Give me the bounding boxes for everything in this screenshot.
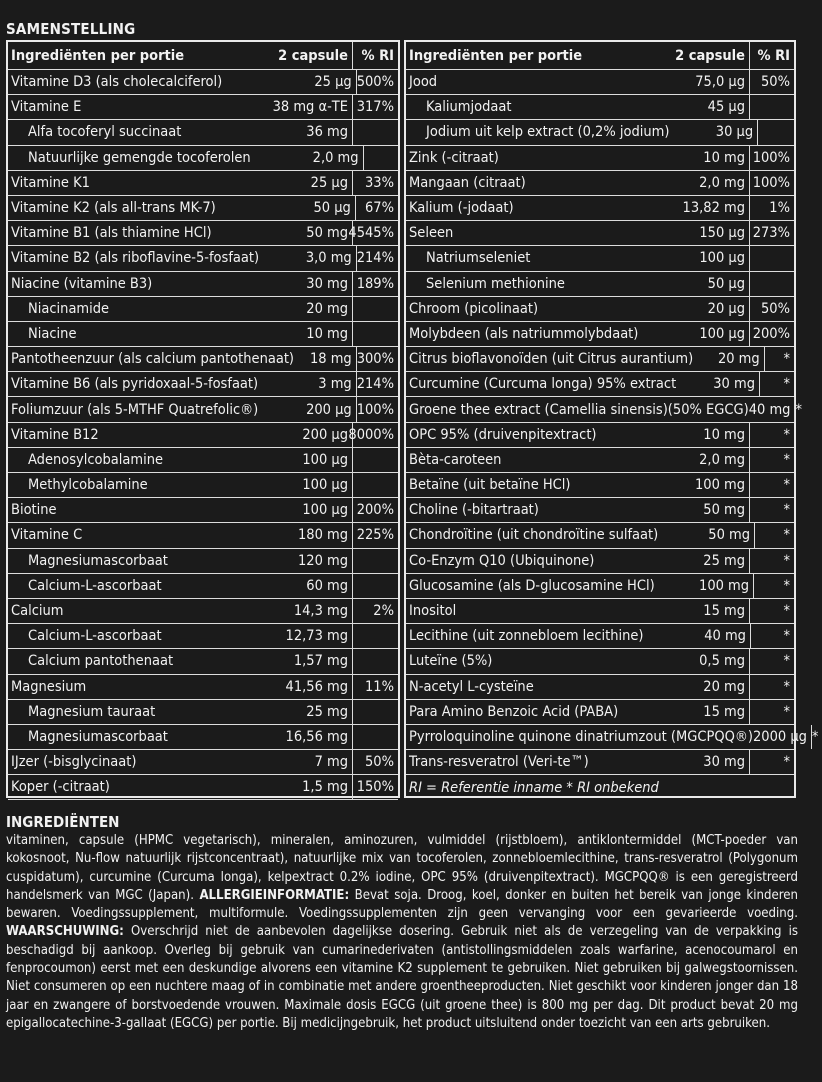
ingredient-name: Methylcobalamine xyxy=(28,477,148,494)
table-row xyxy=(406,347,794,372)
header-name: Ingrediënten per portie xyxy=(11,47,185,64)
ingredient-amount: 45 µg xyxy=(640,95,750,119)
ingredient-amount: 10 mg xyxy=(203,322,353,346)
ingredient-name: Vitamine B12 xyxy=(11,426,99,443)
ingredient-ri: * xyxy=(783,426,790,443)
ingredient-amount: 20 mg xyxy=(693,347,765,371)
ingredient-ri xyxy=(353,574,398,598)
table-row xyxy=(406,272,794,297)
ingredient-amount: 50 mg xyxy=(212,221,353,245)
ingredients-text: vitaminen, capsule (HPMC vegetarisch), mineralen, aminozuren, vulmiddel (rijstbloem), antiklontermiddel (MCT-poeder van kokosnoot, Nu-flow natuurlijk rijstconcentraat), natuurlijke mix van tocoferolen, zonnebloemlecithine, trans-resveratrol (Polygonum cuspidatum), curcumine (Curcuma longa), kelpextract 0.2% iodine, OPC 95% (druivenpitextract). MGCPQQ® is een geregistreerd handelsmerk van MGC (Japan). xyxy=(6,833,798,903)
ingredient-name: Lecithine (uit zonnebloem lecithine) xyxy=(409,628,644,645)
ingredient-amount: 10 mg xyxy=(640,146,750,170)
ingredients-heading: INGREDIËNTEN xyxy=(6,813,120,831)
ingredient-amount: 38 mg α-TE xyxy=(203,95,353,119)
ingredient-ri: 33% xyxy=(365,174,394,191)
ingredient-amount: 60 mg xyxy=(203,574,353,598)
table-row xyxy=(8,523,398,548)
ingredient-name: Adenosylcobalamine xyxy=(28,451,164,468)
ingredient-ri: 4545% xyxy=(348,225,394,242)
table-row xyxy=(406,297,794,322)
ingredient-name: Vitamine C xyxy=(11,527,83,544)
table-row xyxy=(8,322,398,347)
left-nutrition-table xyxy=(6,40,400,798)
ingredient-ri xyxy=(353,322,398,346)
ingredient-ri: 214% xyxy=(356,376,394,393)
ingredient-ri xyxy=(353,725,398,749)
table-row xyxy=(406,624,794,649)
ingredient-ri xyxy=(750,95,794,119)
table-row xyxy=(8,120,398,145)
ingredient-amount: 36 mg xyxy=(203,120,353,144)
ingredient-ri xyxy=(353,297,398,321)
ingredient-amount: 1,57 mg xyxy=(203,649,353,673)
ingredient-ri: 100% xyxy=(752,174,790,191)
ingredient-amount: 30 mg xyxy=(676,372,760,396)
ingredient-name: Natuurlijke gemengde tocoferolen xyxy=(28,149,251,166)
ingredient-name: Foliumzuur (als 5-MTHF Quatrefolic®) xyxy=(11,401,259,418)
ingredient-ri: * xyxy=(783,703,790,720)
ingredient-amount: 14,3 mg xyxy=(203,599,353,623)
ingredient-amount: 30 mg xyxy=(203,272,353,296)
ingredient-amount: 10 mg xyxy=(640,423,750,447)
ingredient-amount: 20 µg xyxy=(640,297,750,321)
table-row xyxy=(406,574,794,599)
table-row xyxy=(406,70,794,95)
ingredient-ri xyxy=(750,246,794,270)
table-row xyxy=(8,750,398,775)
ingredient-ri: * xyxy=(783,376,790,393)
ingredient-name: Inositol xyxy=(409,603,457,620)
ingredient-amount: 25 mg xyxy=(640,549,750,573)
ingredient-ri: 225% xyxy=(356,527,394,544)
ingredient-amount: 2,0 mg xyxy=(640,171,750,195)
ingredient-ri: 317% xyxy=(356,99,394,116)
ingredient-ri: * xyxy=(783,451,790,468)
ingredient-name: Luteïne (5%) xyxy=(409,653,493,670)
ingredient-ri: 67% xyxy=(365,200,394,217)
ingredient-name: Vitamine E xyxy=(11,99,82,116)
ingredient-ri: 300% xyxy=(356,351,394,368)
ingredient-ri: 150% xyxy=(356,779,394,796)
ingredient-amount: 100 µg xyxy=(203,448,353,472)
table-row xyxy=(406,649,794,674)
ingredient-amount: 0,5 mg xyxy=(640,649,750,673)
ingredient-name: Vitamine K2 (als all-trans MK-7) xyxy=(11,200,216,217)
table-row xyxy=(8,95,398,120)
ingredient-name: Kalium (-jodaat) xyxy=(409,200,514,217)
ingredient-name: Jood xyxy=(409,74,438,91)
ingredient-amount: 30 µg xyxy=(669,120,758,144)
table-row xyxy=(406,423,794,448)
ingredient-ri: 8000% xyxy=(348,426,394,443)
ingredient-ri: * xyxy=(783,527,790,544)
ingredient-amount: 16,56 mg xyxy=(203,725,353,749)
ingredient-name: Zink (-citraat) xyxy=(409,149,499,166)
ingredient-amount: 1,5 mg xyxy=(203,775,353,799)
ingredient-name: Co-Enzym Q10 (Ubiquinone) xyxy=(409,552,595,569)
ingredient-ri: * xyxy=(783,628,790,645)
ingredient-amount: 41,56 mg xyxy=(203,675,353,699)
ingredient-ri xyxy=(353,700,398,724)
ingredient-amount: 200 µg xyxy=(258,397,356,421)
table-row xyxy=(8,372,398,397)
table-row xyxy=(406,221,794,246)
ingredient-ri: 500% xyxy=(356,74,394,91)
ingredient-amount: 100 µg xyxy=(203,498,353,522)
ingredient-amount: 13,82 mg xyxy=(640,196,750,220)
ingredient-name: Selenium methionine xyxy=(426,275,565,292)
table-header xyxy=(8,42,398,70)
table-row xyxy=(8,297,398,322)
table-row xyxy=(8,473,398,498)
right-nutrition-table xyxy=(404,40,819,798)
table-row xyxy=(406,599,794,624)
ingredient-name: Jodium uit kelp extract (0,2% jodium) xyxy=(426,124,670,141)
ingredient-ri: 189% xyxy=(356,275,394,292)
ingredient-name: Magnesiumascorbaat xyxy=(28,552,168,569)
ingredient-ri: * xyxy=(811,728,819,745)
ingredient-ri: 200% xyxy=(752,325,790,342)
table-row xyxy=(8,549,398,574)
allergy-label: ALLERGIEINFORMATIE: xyxy=(199,887,350,903)
ingredient-amount: 180 mg xyxy=(203,523,353,547)
ingredient-amount: 15 mg xyxy=(640,599,750,623)
ingredient-amount: 50 µg xyxy=(216,196,356,220)
table-row xyxy=(8,725,398,750)
table-row xyxy=(406,246,794,271)
ingredient-amount: 50 mg xyxy=(658,523,755,547)
ingredient-amount: 120 mg xyxy=(203,549,353,573)
ingredient-name: Pantotheenzuur (als calcium pantothenaat) xyxy=(11,351,295,368)
header-amount: 2 capsule xyxy=(640,42,750,69)
ingredient-name: Bèta-caroteen xyxy=(409,451,502,468)
ingredient-name: N-acetyl L-cysteïne xyxy=(409,678,534,695)
ingredient-amount: 150 µg xyxy=(640,221,750,245)
table-row xyxy=(8,574,398,599)
table-row xyxy=(8,423,398,448)
table-row xyxy=(406,146,794,171)
ingredient-name: Pyrroloquinoline quinone dinatriumzout (MGCPQQ®) xyxy=(409,728,753,745)
ingredient-ri: 50% xyxy=(761,300,790,317)
header-ri: % RI xyxy=(361,47,394,64)
ingredient-ri xyxy=(353,624,398,648)
ingredient-amount: 12,73 mg xyxy=(203,624,353,648)
ingredient-ri: * xyxy=(783,754,790,771)
table-row xyxy=(8,397,398,422)
ingredients-paragraph xyxy=(6,832,798,1033)
ingredient-ri: * xyxy=(783,502,790,519)
ingredient-name: Vitamine B2 (als riboflavine-5-fosfaat) xyxy=(11,250,260,267)
ingredient-name: Betaïne (uit betaïne HCl) xyxy=(409,477,571,494)
ingredient-ri: 200% xyxy=(356,502,394,519)
header-ri: % RI xyxy=(757,47,790,64)
ingredient-ri: * xyxy=(783,351,790,368)
ingredient-ri: 50% xyxy=(761,74,790,91)
table-row xyxy=(8,675,398,700)
ingredient-amount: 25 µg xyxy=(222,70,356,94)
ingredient-ri: 214% xyxy=(356,250,394,267)
ingredient-amount: 50 µg xyxy=(640,272,750,296)
table-row xyxy=(406,750,794,775)
ingredient-name: Citrus bioflavonoïden (uit Citrus aurantium) xyxy=(409,351,694,368)
ingredient-name: IJzer (-bisglycinaat) xyxy=(11,754,137,771)
ingredient-name: Vitamine K1 xyxy=(11,174,90,191)
table-row xyxy=(8,599,398,624)
table-row xyxy=(406,322,794,347)
ingredient-ri: 273% xyxy=(752,225,790,242)
ingredient-ri: 50% xyxy=(365,754,394,771)
ingredient-amount: 100 µg xyxy=(640,322,750,346)
header-name: Ingrediënten per portie xyxy=(409,47,583,64)
ingredient-ri xyxy=(353,473,398,497)
ingredient-ri: * xyxy=(783,603,790,620)
table-row xyxy=(8,246,398,271)
table-row xyxy=(8,272,398,297)
section-title: SAMENSTELLING xyxy=(6,20,136,38)
ingredient-name: OPC 95% (druivenpitextract) xyxy=(409,426,597,443)
ingredient-amount: 200 µg xyxy=(203,423,353,447)
ingredient-ri: 2% xyxy=(373,603,394,620)
ingredient-amount: 2,0 mg xyxy=(251,146,364,170)
ingredient-name: Calcium xyxy=(11,603,64,620)
ingredient-amount: 20 mg xyxy=(640,675,750,699)
table-row xyxy=(8,498,398,523)
table-row xyxy=(8,70,398,95)
ingredient-ri xyxy=(353,549,398,573)
ingredient-amount: 25 µg xyxy=(203,171,353,195)
ingredient-ri: * xyxy=(783,678,790,695)
ingredient-amount: 30 mg xyxy=(640,750,750,774)
table-row xyxy=(8,146,398,171)
ingredient-name: Chroom (picolinaat) xyxy=(409,300,539,317)
table-row xyxy=(8,775,398,800)
header-amount: 2 capsule xyxy=(203,42,353,69)
ingredient-amount: 2000 µg xyxy=(753,725,812,749)
ingredient-name: Biotine xyxy=(11,502,57,519)
allergy-text: Bevat soja. Droog, koel, donker en buiten het bereik van jonge kinderen bewaren. Voedingssupplement, multiformule. Voedingssupplementen zijn geen vervanging voor een gevarieerde voeding. xyxy=(6,887,798,922)
ingredient-amount: 40 mg xyxy=(644,624,751,648)
ingredient-name: Vitamine D3 (als cholecalciferol) xyxy=(11,74,223,91)
ingredient-name: Seleen xyxy=(409,225,454,242)
ingredient-ri xyxy=(758,120,794,144)
warning-text: Overschrijd niet de aanbevolen dagelijkse dosering. Gebruik niet als de verzegeling van de verpakking is beschadigd bij aankoop. Overleg bij gebruik van cumarinederivaten (antistollingsmiddelen zoals warfarine, acenocoumarol en fenprocoumon) eerst met een deskundige alvorens een vitamine K2 supplement te gebruiken. Niet gebruiken bij galwegstoornissen. Niet consumeren op een nuchtere maag of in combinatie met andere groentheeproducten. Niet geschikt voor kinderen jonger dan 18 jaar en zwangere of borstvoedende vrouwen. Maximale dosis EGCG (uit groene thee) is 800 mg per dag. Dit product bevat 20 mg epigallocatechine-3-gallaat (EGCG) per portie. Bij medicijngebruik, het product uitsluitend onder toezicht van een arts gebruiken. xyxy=(6,924,798,1031)
table-row xyxy=(406,95,794,120)
ingredient-name: Magnesium tauraat xyxy=(28,703,156,720)
ingredient-amount: 75,0 µg xyxy=(640,70,750,94)
table-row xyxy=(406,498,794,523)
ingredients-section xyxy=(6,812,798,1033)
ingredient-amount: 7 mg xyxy=(203,750,353,774)
ingredient-ri: 11% xyxy=(365,678,394,695)
ingredient-ri xyxy=(353,649,398,673)
ingredient-ri xyxy=(353,448,398,472)
table-footnote xyxy=(406,775,794,800)
warning-label: WAARSCHUWING: xyxy=(6,924,124,940)
ingredient-amount: 40 mg xyxy=(749,397,796,421)
table-row xyxy=(406,549,794,574)
table-row xyxy=(406,523,794,548)
ingredient-amount: 2,0 mg xyxy=(640,448,750,472)
ingredient-name: Para Amino Benzoic Acid (PABA) xyxy=(409,703,619,720)
table-row xyxy=(406,675,794,700)
table-row xyxy=(406,397,802,422)
ingredient-amount: 100 µg xyxy=(640,246,750,270)
ingredient-ri: * xyxy=(783,477,790,494)
ingredient-name: Calcium pantothenaat xyxy=(28,653,174,670)
ingredient-amount: 100 mg xyxy=(640,473,750,497)
ingredient-name: Niacinamide xyxy=(28,300,110,317)
ingredient-ri: * xyxy=(783,552,790,569)
ingredient-name: Magnesium xyxy=(11,678,87,695)
ingredient-name: Niacine xyxy=(28,325,77,342)
table-header xyxy=(406,42,794,70)
table-row xyxy=(406,372,794,397)
table-row xyxy=(8,221,398,246)
table-row xyxy=(8,700,398,725)
ingredient-amount: 50 mg xyxy=(640,498,750,522)
ingredient-name: Vitamine B1 (als thiamine HCl) xyxy=(11,225,212,242)
table-row xyxy=(406,196,794,221)
ingredient-amount: 25 mg xyxy=(203,700,353,724)
ingredient-amount: 100 µg xyxy=(203,473,353,497)
ingredient-name: Magnesiumascorbaat xyxy=(28,728,168,745)
ingredient-name: Chondroïtine (uit chondroïtine sulfaat) xyxy=(409,527,659,544)
ingredient-amount: 100 mg xyxy=(655,574,754,598)
ingredient-ri xyxy=(750,272,794,296)
table-row xyxy=(406,448,794,473)
table-row xyxy=(406,700,794,725)
ingredient-ri: * xyxy=(783,653,790,670)
ingredient-name: Koper (-citraat) xyxy=(11,779,110,796)
table-row xyxy=(8,448,398,473)
ingredient-ri xyxy=(353,120,398,144)
ingredient-name: Calcium-L-ascorbaat xyxy=(28,628,162,645)
ingredient-name: Molybdeen (als natriummolybdaat) xyxy=(409,325,639,342)
ingredient-ri: 100% xyxy=(752,149,790,166)
ingredient-name: Natriumseleniet xyxy=(426,250,531,267)
ingredient-ri xyxy=(364,146,398,170)
table-row xyxy=(8,624,398,649)
ingredient-amount: 15 mg xyxy=(640,700,750,724)
ingredient-ri: 100% xyxy=(356,401,394,418)
ingredient-name: Kaliumjodaat xyxy=(426,99,512,116)
ingredient-ri: * xyxy=(783,577,790,594)
table-row xyxy=(8,196,398,221)
table-row xyxy=(8,171,398,196)
ingredient-name: Alfa tocoferyl succinaat xyxy=(28,124,182,141)
table-row xyxy=(406,171,794,196)
table-row xyxy=(406,120,794,145)
table-row xyxy=(406,725,819,750)
ingredient-amount: 20 mg xyxy=(203,297,353,321)
ingredient-amount: 3 mg xyxy=(258,372,357,396)
ingredient-name: Groene thee extract (Camellia sinensis)(50% EGCG) xyxy=(409,401,749,418)
ingredient-amount: 3,0 mg xyxy=(259,246,357,270)
table-row xyxy=(8,347,398,372)
ingredient-amount: 18 mg xyxy=(294,347,357,371)
ingredient-ri: * xyxy=(795,401,802,418)
table-row xyxy=(8,649,398,674)
table-row xyxy=(406,473,794,498)
ingredient-name: Curcumine (Curcuma longa) 95% extract xyxy=(409,376,677,393)
ingredient-name: Vitamine B6 (als pyridoxaal-5-fosfaat) xyxy=(11,376,259,393)
ingredient-name: Calcium-L-ascorbaat xyxy=(28,577,162,594)
footnote-text: RI = Referentie inname * RI onbekend xyxy=(409,779,659,796)
ingredient-ri: 1% xyxy=(769,200,790,217)
ingredient-name: Mangaan (citraat) xyxy=(409,174,526,191)
ingredient-name: Choline (-bitartraat) xyxy=(409,502,539,519)
ingredient-name: Trans-resveratrol (Veri-te™) xyxy=(409,754,589,771)
ingredient-name: Glucosamine (als D-glucosamine HCl) xyxy=(409,577,655,594)
ingredient-name: Niacine (vitamine B3) xyxy=(11,275,153,292)
